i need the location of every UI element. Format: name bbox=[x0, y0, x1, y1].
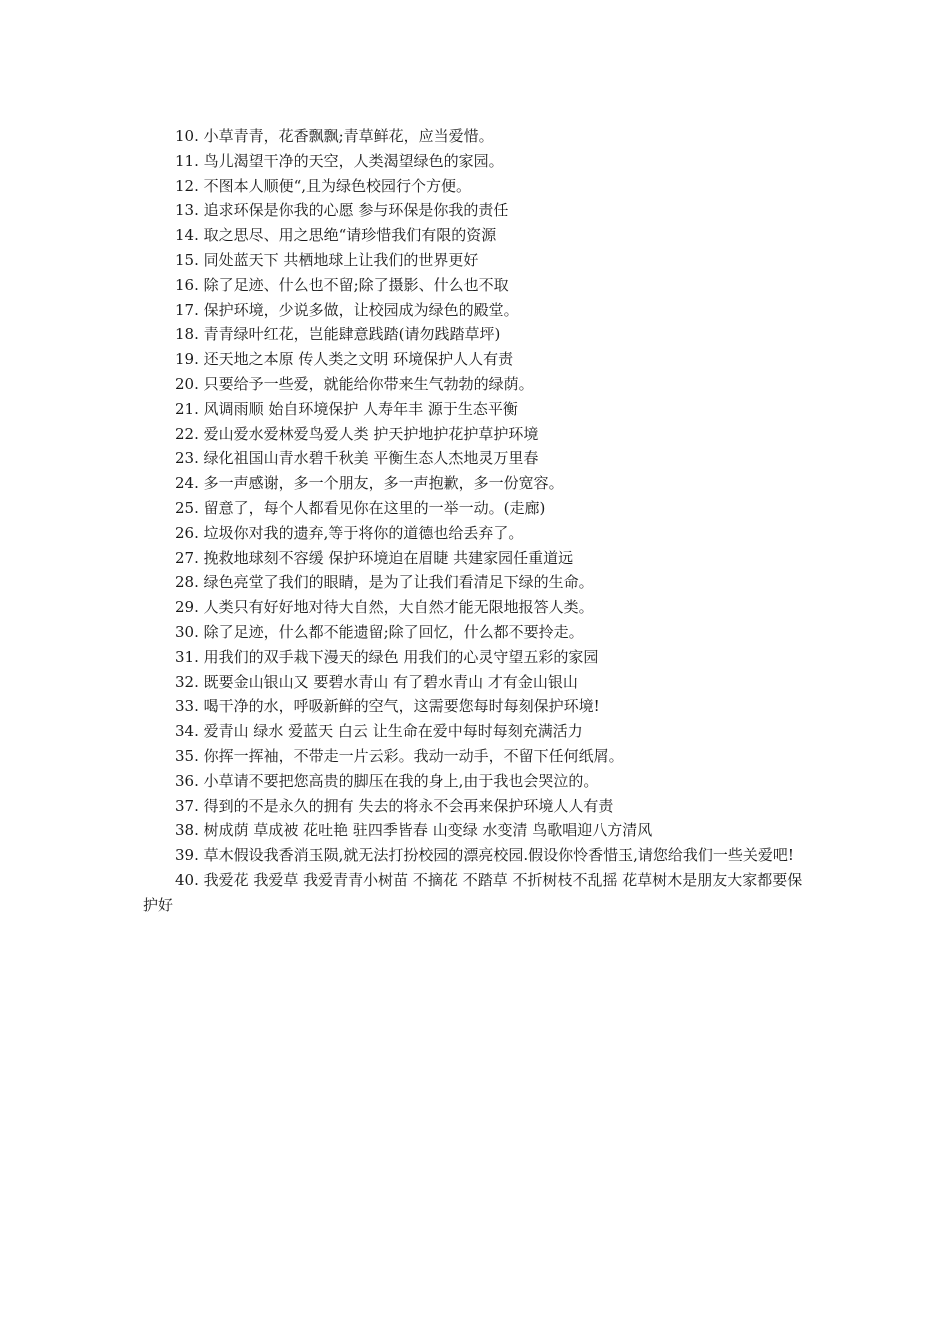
slogan-line: 40. 我爱花 我爱草 我爱青青小树苗 不摘花 不踏草 不折树枝不乱摇 花草树木是朋友大家都要保护好 bbox=[143, 870, 803, 914]
slogan-line: 28. 绿色亮堂了我们的眼睛，是为了让我们看清足下绿的生命。 bbox=[175, 573, 594, 592]
slogan-line: 10. 小草青青，花香飘飘;青草鲜花，应当爱惜。 bbox=[175, 127, 494, 145]
slogan-line: 21. 风调雨顺 始自环境保护 人寿年丰 源于生态平衡 bbox=[175, 399, 518, 418]
slogan-line: 20. 只要给予一些爱，就能给你带来生气勃勃的绿荫。 bbox=[175, 374, 534, 393]
slogan-line: 37. 得到的不是永久的拥有 失去的将永不会再来保护环境人人有责 bbox=[175, 796, 614, 815]
slogan-line: 18. 青青绿叶红花，岂能肆意践踏(请勿践踏草坪) bbox=[175, 325, 501, 344]
slogan-line: 38. 树成荫 草成被 花吐艳 驻四季皆春 山变绿 水变清 鸟歌唱迎八方清风 bbox=[175, 821, 653, 840]
slogan-line: 23. 绿化祖国山青水碧千秋美 平衡生态人杰地灵万里春 bbox=[175, 449, 539, 468]
slogan-line: 14. 取之思尽、用之思绝“请珍惜我们有限的资源 bbox=[175, 226, 497, 245]
slogan-line: 32. 既要金山银山又 要碧水青山 有了碧水青山 才有金山银山 bbox=[175, 672, 578, 691]
slogan-line: 24. 多一声感谢，多一个朋友，多一声抱歉，多一份宽容。 bbox=[175, 474, 564, 493]
slogan-line: 34. 爱青山 绿水 爱蓝天 白云 让生命在爱中每时每刻充满活力 bbox=[175, 722, 583, 741]
slogan-line: 27. 挽救地球刻不容缓 保护环境迫在眉睫 共建家园任重道远 bbox=[175, 548, 574, 567]
slogan-line: 22. 爱山爱水爱林爱鸟爱人类 护天护地护花护草护环境 bbox=[175, 424, 539, 443]
slogan-line: 17. 保护环境，少说多做，让校园成为绿色的殿堂。 bbox=[175, 300, 519, 319]
slogan-line: 36. 小草请不要把您高贵的脚压在我的身上,由于我也会哭泣的。 bbox=[175, 771, 599, 790]
slogan-line: 39. 草木假设我香消玉陨,就无法打扮校园的漂亮校园.假设你怜香惜玉,请您给我们一些关爱吧! bbox=[175, 846, 794, 865]
slogan-line: 19. 还天地之本原 传人类之文明 环境保护人人有责 bbox=[175, 350, 514, 369]
slogan-line: 16. 除了足迹、什么也不留;除了摄影、什么也不取 bbox=[175, 275, 509, 294]
slogan-line: 12. 不图本人顺便“,且为绿色校园行个方便。 bbox=[175, 176, 472, 195]
slogan-list bbox=[143, 124, 815, 918]
slogan-line: 11. 鸟儿渴望干净的天空，人类渴望绿色的家园。 bbox=[175, 151, 504, 170]
slogan-line: 31. 用我们的双手栽下漫天的绿色 用我们的心灵守望五彩的家园 bbox=[175, 647, 599, 666]
slogan-line: 30. 除了足迹，什么都不能遗留;除了回忆，什么都不要拎走。 bbox=[175, 622, 584, 641]
slogan-line: 15. 同处蓝天下 共栖地球上让我们的世界更好 bbox=[175, 250, 479, 269]
slogan-line: 25. 留意了，每个人都看见你在这里的一举一动。(走廊) bbox=[175, 498, 546, 517]
slogan-line: 26. 垃圾你对我的遗弃,等于将你的道德也给丢弃了。 bbox=[175, 523, 524, 542]
slogan-line: 13. 追求环保是你我的心愿 参与环保是你我的责任 bbox=[175, 201, 509, 220]
slogan-line: 33. 喝干净的水，呼吸新鲜的空气，这需要您每时每刻保护环境! bbox=[175, 697, 600, 716]
slogan-line: 29. 人类只有好好地对待大自然，大自然才能无限地报答人类。 bbox=[175, 598, 594, 617]
slogan-line: 35. 你挥一挥袖，不带走一片云彩。我动一动手，不留下任何纸屑。 bbox=[175, 746, 624, 765]
